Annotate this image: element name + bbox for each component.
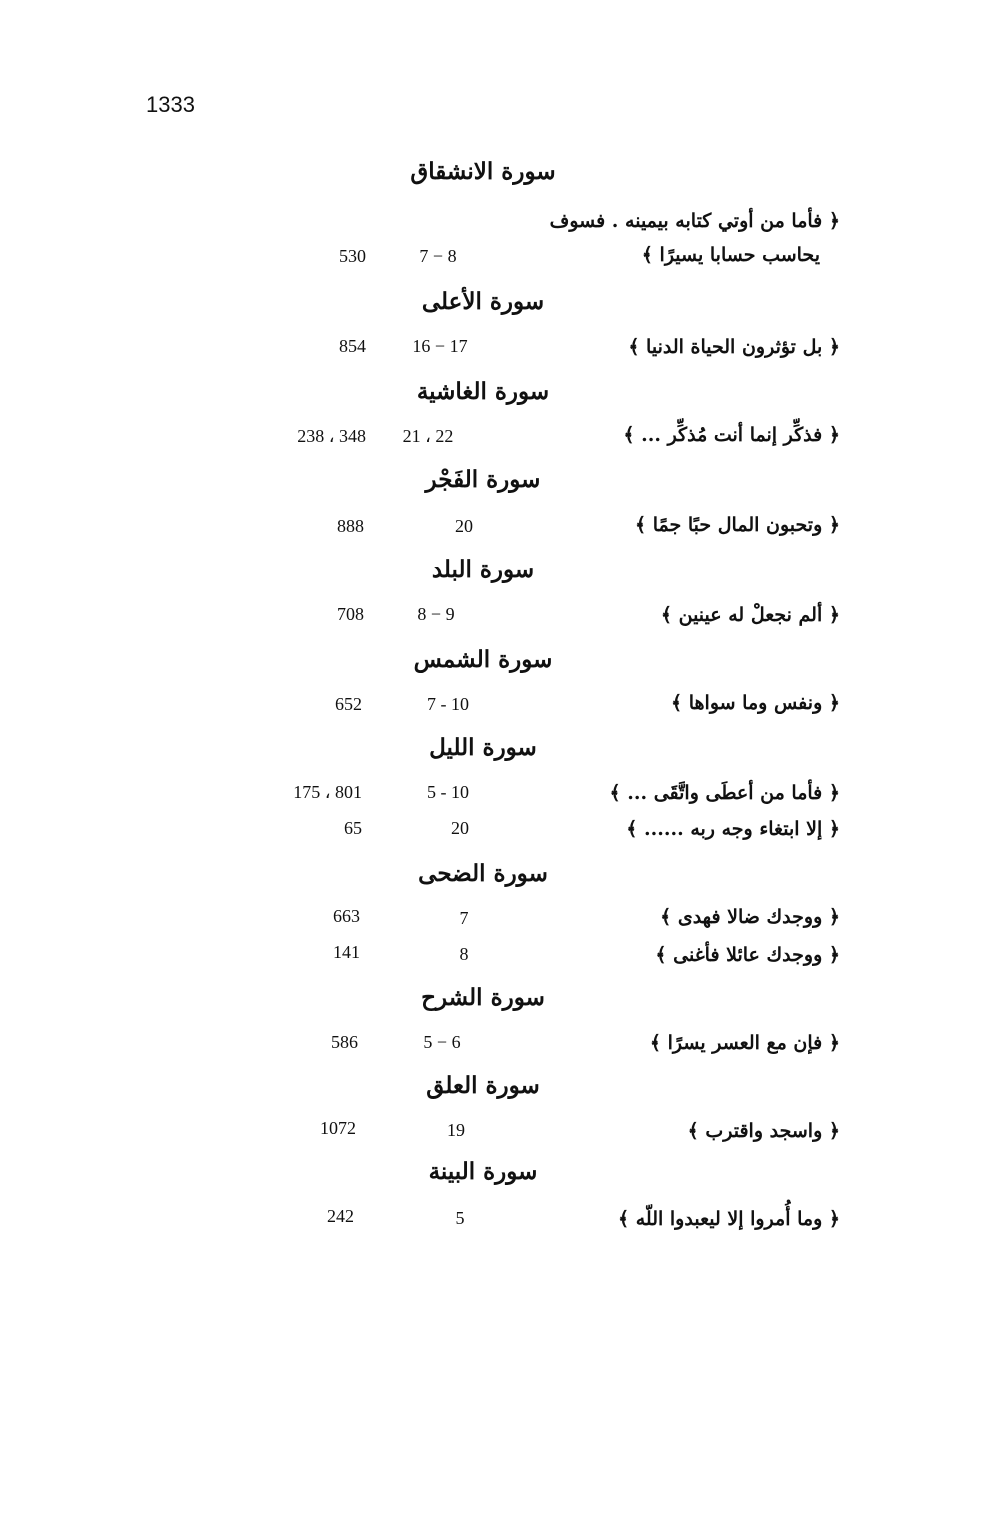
page-reference: 652 [335, 694, 362, 714]
verse-text: ﴿ فأما من أوتي كتابه بيمينه . فسوف [549, 210, 840, 232]
verse-reference: 8 [459, 944, 469, 964]
page-number: 1333 [146, 92, 195, 117]
surah-title: سورة الانشقاق [410, 158, 556, 185]
verse-text: ﴿ فأما من أعطَى واتَّقَى ... ﴾ [609, 782, 840, 804]
verse-reference: 7 − 8 [419, 246, 457, 266]
surah-title: سورة الضحى [418, 860, 548, 887]
verse-reference: 8 − 9 [417, 604, 455, 624]
surah-title: سورة الأعلى [421, 288, 545, 315]
verse-text: ﴿ إلا ابتغاء وجه ربه ...... ﴾ [626, 818, 840, 840]
surah-title: سورة الغاشية [416, 378, 550, 405]
surah-title: سورة الشمس [413, 646, 553, 673]
verse-text: ﴿ فذكِّر إنما أنت مُذكِّر ... ﴾ [623, 424, 840, 446]
verse-reference: 16 − 17 [412, 336, 468, 356]
verse-reference: 7 - 10 [427, 694, 469, 714]
verse-reference: 20 [455, 516, 473, 536]
page-reference: 141 [333, 942, 360, 962]
surah-title: سورة الفَجْر [425, 466, 541, 493]
page-reference: 530 [339, 246, 366, 266]
page-reference: 663 [333, 906, 360, 926]
page-reference: 708 [337, 604, 364, 624]
surah-title: سورة الليل [429, 734, 537, 761]
verse-reference: 20 [451, 818, 469, 838]
surah-title: سورة البينة [428, 1158, 538, 1185]
page-reference: 888 [337, 516, 364, 536]
verse-text: ﴿ ووجدك عائلا فأغنى ﴾ [655, 944, 840, 966]
verse-text: ﴿ ونفس وما سواها ﴾ [671, 692, 840, 714]
page-reference: 242 [327, 1206, 354, 1226]
verse-text: ﴿ ووجدك ضالا فهدى ﴾ [660, 906, 840, 928]
verse-reference: 5 - 10 [427, 782, 469, 802]
verse-text: ﴿ واسجد واقترب ﴾ [687, 1120, 840, 1142]
page-reference: 238 ، 348 [297, 426, 366, 446]
verse-text: ﴿ وما أُمروا إلا ليعبدوا اللّه ﴾ [618, 1208, 840, 1230]
verse-reference: 5 [455, 1208, 465, 1228]
verse-text: ﴿ وتحبون المال حبًا جمًا ﴾ [634, 514, 840, 536]
verse-reference: 5 − 6 [423, 1032, 461, 1052]
page-reference: 65 [344, 818, 362, 838]
surah-title: سورة الشرح [421, 984, 545, 1011]
verse-reference: 21 ، 22 [402, 426, 454, 446]
verse-text: ﴿ بل تؤثرون الحياة الدنيا ﴾ [628, 336, 840, 358]
surah-title: سورة العلق [426, 1072, 540, 1099]
page-reference: 1072 [320, 1118, 356, 1138]
page-reference: 175 ، 801 [293, 782, 362, 802]
page-reference: 586 [331, 1032, 358, 1052]
verse-reference: 7 [459, 908, 469, 928]
page-reference: 854 [339, 336, 366, 356]
surah-title: سورة البلد [431, 556, 535, 583]
verse-reference: 19 [447, 1120, 465, 1140]
verse-text: ﴿ ألم نجعلْ له عينين ﴾ [660, 604, 840, 626]
verse-text-continued: يحاسب حسابا يسيرًا ﴾ [641, 244, 820, 266]
verse-text: ﴿ فإن مع العسر يسرًا ﴾ [649, 1032, 840, 1054]
